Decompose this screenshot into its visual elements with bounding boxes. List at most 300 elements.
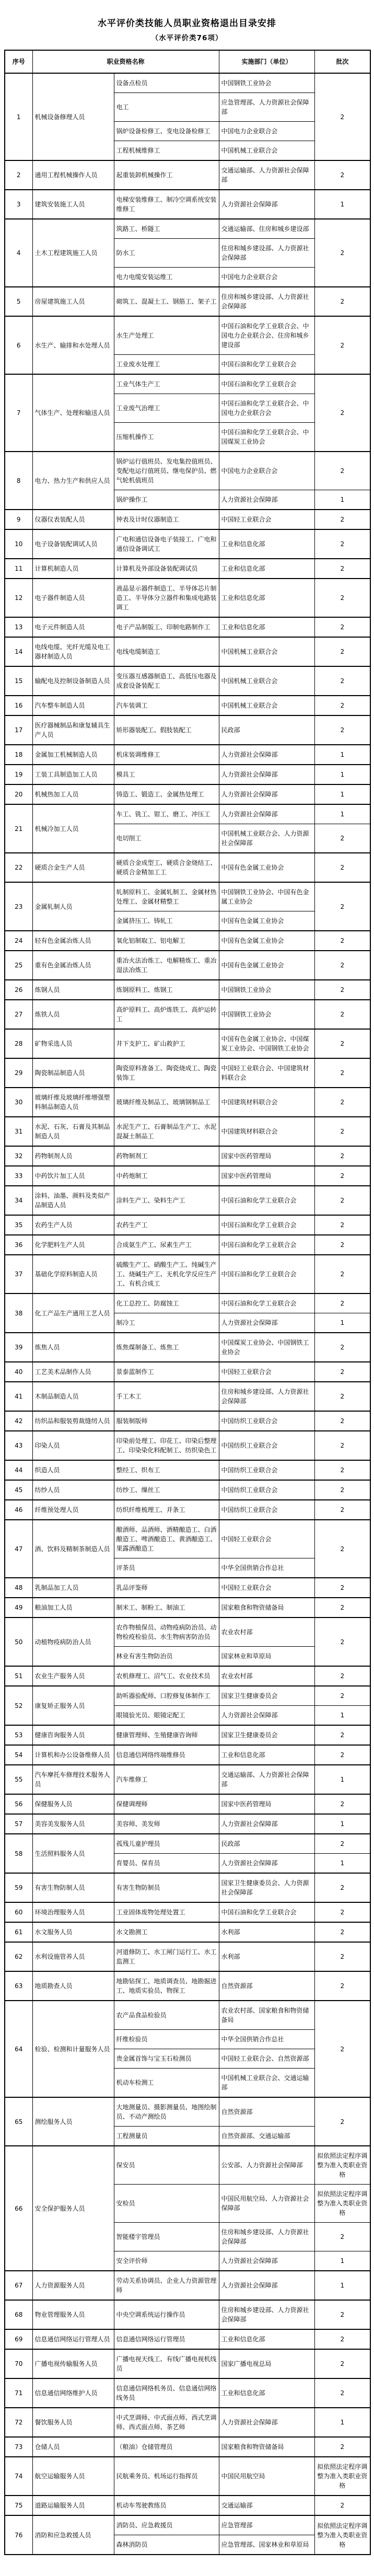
batch-cell: 1 [314, 1854, 370, 1874]
qualification-cell: 工业废气治理工 [114, 394, 219, 423]
batch-cell: 2 [314, 2001, 370, 2097]
department-cell: 交通运输部、人力资源社会保障部 [219, 160, 314, 190]
department-cell: 中国建筑材料联合会 [219, 1117, 314, 1146]
index-cell: 34 [5, 1186, 32, 1215]
category-cell: 农药生产人员 [32, 1215, 114, 1235]
qualification-cell: 农药生产工 [114, 1215, 219, 1235]
batch-cell: 2 [314, 666, 370, 696]
batch-cell: 2 [314, 2378, 370, 2408]
table-row [5, 1029, 370, 1058]
category-cell: 保健服务人员 [32, 1794, 114, 1814]
header-qualification-name: 职业资格名称 [32, 50, 219, 73]
category-cell: 餐饮服务人员 [32, 2408, 114, 2437]
qualification-cell: 液晶显示器件制造工、半导体芯片制造工、半导体分立器件和集成电路装调工 [114, 579, 219, 617]
department-cell: 公安部、人力资源社会保障部 [219, 2146, 314, 2185]
batch-cell: 2 [314, 510, 370, 529]
department-cell: 应急管理部、国家林业和草原局 [219, 2535, 314, 2555]
batch-cell: 2 [314, 579, 370, 617]
batch-cell: 2 [314, 1922, 370, 1942]
qualification-cell: 水泥生产工、石膏制品生产工、水泥混凝土制品工 [114, 1117, 219, 1146]
index-cell: 23 [5, 882, 32, 931]
department-cell: 中国有色金属工业协会 [219, 911, 314, 931]
table-row [5, 287, 370, 316]
department-cell: 中国轻工业联合会 [219, 1578, 314, 1598]
index-cell: 11 [5, 559, 32, 579]
category-cell: 输配电及控制设备制造人员 [32, 666, 114, 696]
qualification-cell: 炼焦煤制备工、炼焦工 [114, 1333, 219, 1362]
index-cell: 31 [5, 1117, 32, 1146]
department-cell: 中华全国供销合作总社 [219, 2030, 314, 2049]
qualification-cell: 机床装调维修工 [114, 745, 219, 765]
table-row [5, 1088, 370, 1117]
category-cell: 炼焦人员 [32, 1333, 114, 1362]
category-cell: 医疗器械制品和康复辅具生产人员 [32, 715, 114, 745]
batch-cell: 2 [314, 529, 370, 559]
department-cell: 中华全国供销合作总社 [219, 1558, 314, 1578]
qualification-cell: 信息通信网络终端维修员 [114, 1745, 219, 1765]
batch-cell: 2 [314, 1618, 370, 1666]
batch-cell: 1 [314, 1765, 370, 1794]
qualification-cell: 民航乘务员、机场运行指挥员 [114, 2457, 219, 2496]
qualification-cell: 硬质合金成型工、硬质合金烧结工、硬质合金精加工工 [114, 853, 219, 882]
category-cell: 木制品制造人员 [32, 1382, 114, 1411]
batch-cell: 2 [314, 2223, 370, 2251]
table-row [5, 1431, 370, 1460]
batch-cell: 2 [314, 1686, 370, 1706]
category-cell: 水生产、输排和水处理人员 [32, 316, 114, 374]
department-cell: 中国石油和化学工业联合会、中国电力企业联合会 [219, 394, 314, 423]
index-cell: 9 [5, 510, 32, 529]
category-cell: 水泥、石灰、石膏及其制品制造人员 [32, 1117, 114, 1146]
table-row [5, 1382, 370, 1411]
department-cell: 人力资源社会保障部 [219, 1854, 314, 1874]
index-cell: 35 [5, 1215, 32, 1235]
department-cell: 中国石油和化学工业联合会 [219, 1235, 314, 1255]
table-row [5, 1000, 370, 1029]
category-cell: 粮油加工人员 [32, 1598, 114, 1618]
table-row [5, 1480, 370, 1500]
batch-cell: 2 [314, 1029, 370, 1058]
qualification-cell: 高炉原料工、高炉炼铁工、高炉运转工 [114, 1000, 219, 1029]
department-cell: 工业和信息化部 [219, 579, 314, 617]
department-cell: 住房和城乡建设部、人力资源社会保障部 [219, 239, 314, 268]
table-row [5, 1873, 370, 1902]
qualification-cell: 涂料生产工、染料生产工 [114, 1186, 219, 1215]
department-cell: 中国石油和化学工业联合会 [219, 1186, 314, 1215]
index-cell: 43 [5, 1431, 32, 1460]
batch-cell: 拟依照法定程序调整为准入类职业资格 [314, 2515, 370, 2555]
index-cell: 51 [5, 1666, 32, 1686]
batch-cell: 1 [314, 1313, 370, 1333]
department-cell: 人力资源社会保障部 [219, 765, 314, 784]
table-row [5, 1215, 370, 1235]
qualification-cell: 锅炉操作工 [114, 490, 219, 510]
department-cell: 工业和信息化部 [219, 529, 314, 559]
department-cell: 中国机械工业联合会 [219, 637, 314, 666]
qualification-cell: 车工、铣工、钳工、磨工、冲压工 [114, 804, 219, 824]
batch-cell: 2 [314, 1000, 370, 1029]
table-row [5, 2349, 370, 2378]
department-cell: 中国纺织工业联合会 [219, 1431, 314, 1460]
table-row [5, 2097, 370, 2127]
table-row [5, 1942, 370, 1971]
qualification-cell: 纺织纤维梳理工、并条工 [114, 1500, 219, 1520]
table-row [5, 1765, 370, 1794]
category-cell: 轻有色金属冶炼人员 [32, 931, 114, 951]
table-row [5, 316, 370, 355]
category-cell: 汽车摩托车修理技术服务人员 [32, 1765, 114, 1794]
department-cell: 人力资源社会保障部 [219, 1313, 314, 1333]
department-cell: 中国钢铁工业协会 [219, 980, 314, 1000]
department-cell: 人力资源社会保障部 [219, 2251, 314, 2271]
table-body [5, 73, 370, 2555]
index-cell: 33 [5, 1166, 32, 1186]
index-cell: 7 [5, 374, 32, 452]
table-row [5, 2001, 370, 2030]
index-cell: 63 [5, 1971, 32, 2001]
batch-cell: 2 [314, 1834, 370, 1854]
batch-cell: 1 [314, 784, 370, 804]
department-cell: 中国纺织工业联合会 [219, 1480, 314, 1500]
department-cell: 自然资源部、交通运输部 [219, 2127, 314, 2146]
qualification-cell: 美容师、美发师 [114, 1814, 219, 1834]
batch-cell: 2 [314, 882, 370, 931]
category-cell: 消防和应急救援人员 [32, 2515, 114, 2555]
index-cell: 27 [5, 1000, 32, 1029]
category-cell: 机械热加工人员 [32, 784, 114, 804]
department-cell: 工业和信息化部 [219, 1745, 314, 1765]
table-row [5, 980, 370, 1000]
batch-cell: 2 [314, 853, 370, 882]
category-cell: 计算机和办公设备维修人员 [32, 1745, 114, 1765]
table-row [5, 715, 370, 745]
qualification-cell: 工业废水处理工 [114, 355, 219, 375]
category-cell: 纤维预处理人员 [32, 1500, 114, 1520]
batch-cell: 2 [314, 1117, 370, 1146]
department-cell: 住房和城乡建设部、人力资源社会保障部 [219, 2223, 314, 2251]
table-row [5, 2329, 370, 2349]
category-cell: 农业生产服务人员 [32, 1666, 114, 1686]
batch-cell: 2 [314, 637, 370, 666]
qualification-cell: 信息通信网络运行管理员 [114, 2329, 219, 2349]
category-cell: 电子设备装配调试人员 [32, 529, 114, 559]
category-cell: 动植物疫病防治人员 [32, 1618, 114, 1666]
category-cell: 工艺美术品制作人员 [32, 1362, 114, 1382]
department-cell: 中国钢铁工业协会、中国有色金属工业协会 [219, 882, 314, 911]
department-cell: 中国轻工业联合会 [219, 1362, 314, 1382]
index-cell: 67 [5, 2271, 32, 2300]
department-cell: 交通运输部 [219, 2496, 314, 2515]
index-cell: 65 [5, 2097, 32, 2146]
table-row [5, 745, 370, 765]
qualification-cell: 防水工 [114, 239, 219, 268]
index-cell: 52 [5, 1686, 32, 1725]
index-cell: 16 [5, 696, 32, 715]
table-row [5, 219, 370, 239]
table-row [5, 1598, 370, 1618]
qualification-cell: 制米工、制粉工、制油工 [114, 1598, 219, 1618]
qualification-cell: 药物制剂工 [114, 1146, 219, 1166]
department-cell: 自然资源部 [219, 2097, 314, 2127]
index-cell: 21 [5, 804, 32, 853]
table-row [5, 1814, 370, 1834]
qualification-cell: 劳动关系协调员、企业人力资源管理师 [114, 2271, 219, 2300]
batch-cell: 2 [314, 1293, 370, 1313]
department-cell: 国家卫生健康委员会 [219, 1725, 314, 1745]
index-cell: 45 [5, 1480, 32, 1500]
batch-cell: 2 [314, 980, 370, 1000]
qualification-cell: 轧制原料工、金属轧制工、金属材热处理工、金属材精整工 [114, 882, 219, 911]
qualification-cell: 化工总控工、防腐蚀工 [114, 1293, 219, 1313]
category-cell: 汽车整车制造人员 [32, 696, 114, 715]
qualification-cell: 电子产品制版工、印制电路制作工 [114, 617, 219, 637]
batch-cell: 2 [314, 824, 370, 853]
index-cell: 76 [5, 2515, 32, 2555]
batch-cell: 2 [314, 2300, 370, 2329]
department-cell: 人力资源社会保障部 [219, 1814, 314, 1834]
table-row [5, 2378, 370, 2408]
qualification-cell: 中央空调系统运行操作员 [114, 2300, 219, 2329]
index-cell: 48 [5, 1578, 32, 1598]
qualification-cell: 保安员 [114, 2146, 219, 2185]
category-cell: 织造人员 [32, 1460, 114, 1480]
table-row [5, 1922, 370, 1942]
batch-cell: 2 [314, 2349, 370, 2378]
table-row [5, 1460, 370, 1480]
qualification-cell: 贵金属首饰与宝玉石检测员 [114, 2049, 219, 2069]
table-row [5, 853, 370, 882]
batch-cell: 2 [314, 1166, 370, 1186]
category-cell: 化学肥料生产人员 [32, 1235, 114, 1255]
index-cell: 17 [5, 715, 32, 745]
department-cell: 人力资源社会保障部 [219, 745, 314, 765]
department-cell: 中国钢铁工业协会 [219, 73, 314, 93]
table-row [5, 1686, 370, 1706]
qualification-cell: 金属挤压工、铸轧工 [114, 911, 219, 931]
qualification-cell: 汽车装调工 [114, 696, 219, 715]
index-cell: 66 [5, 2146, 32, 2271]
batch-cell: 1 [314, 2251, 370, 2271]
index-cell: 28 [5, 1029, 32, 1058]
qualification-cell: 锅炉运行值班员、发电集控值班员、变配电运行值班员、继电保护员、燃气轮机值班员 [114, 452, 219, 490]
department-cell: 工业和信息化部 [219, 2378, 314, 2408]
qualification-cell: 模具工 [114, 765, 219, 784]
department-cell: 中国钢铁工业协会 [219, 1000, 314, 1029]
qualification-cell: 乳品评鉴师 [114, 1578, 219, 1598]
index-cell: 54 [5, 1745, 32, 1765]
index-cell: 8 [5, 452, 32, 510]
department-cell: 中国纺织工业联合会 [219, 1411, 314, 1431]
batch-cell: 2 [314, 1480, 370, 1500]
category-cell: 物业管理服务人员 [32, 2300, 114, 2329]
qualification-cell: 设备点检员 [114, 73, 219, 93]
qualification-cell: 服装制版师 [114, 1411, 219, 1431]
index-cell: 46 [5, 1500, 32, 1520]
table-row [5, 1578, 370, 1598]
batch-cell: 1 [314, 1706, 370, 1726]
qualification-cell: 汽车维修工 [114, 1765, 219, 1794]
index-cell: 38 [5, 1293, 32, 1333]
table-row [5, 1146, 370, 1166]
category-cell: 广播电视传输服务人员 [32, 2349, 114, 2378]
table-row [5, 784, 370, 804]
department-cell: 中国轻工业联合会、中国建筑材料联合会 [219, 1058, 314, 1088]
qualification-cell: 工业气体生产工 [114, 374, 219, 394]
index-cell: 73 [5, 2437, 32, 2457]
batch-cell: 2 [314, 1942, 370, 1971]
category-cell: 硬质合金生产人员 [32, 853, 114, 882]
qualification-cell: 评茶员 [114, 1558, 219, 1578]
index-cell: 15 [5, 666, 32, 696]
index-cell: 13 [5, 617, 32, 637]
qualification-cell: 孤残儿童护理员 [114, 1834, 219, 1854]
department-cell: 人力资源社会保障部 [219, 1706, 314, 1726]
index-cell: 62 [5, 1942, 32, 1971]
category-cell: 安全保护服务人员 [32, 2146, 114, 2271]
qualification-table [4, 50, 371, 2555]
batch-cell: 2 [314, 559, 370, 579]
qualification-cell: （粮油）仓储管理员 [114, 2437, 219, 2457]
qualification-cell: 保健调理师 [114, 1794, 219, 1814]
table-row [5, 951, 370, 980]
qualification-cell: 矫形器装配工、假肢装配工 [114, 715, 219, 745]
index-cell: 49 [5, 1598, 32, 1618]
category-cell: 仓储人员 [32, 2437, 114, 2457]
department-cell: 中国石油和化学工业联合会 [219, 1215, 314, 1235]
department-cell: 中国石油和化学工业联合会 [219, 1293, 314, 1313]
department-cell: 中国石油和化学工业联合会、中国煤炭工业协会 [219, 423, 314, 452]
qualification-cell: 中药炮制工 [114, 1166, 219, 1186]
index-cell: 74 [5, 2457, 32, 2496]
table-row [5, 2515, 370, 2535]
table-row [5, 2408, 370, 2437]
department-cell: 中国石油和化学工业联合会 [219, 355, 314, 375]
category-cell: 机械冷加工人员 [32, 804, 114, 853]
category-cell: 地质勘查人员 [32, 1971, 114, 2001]
qualification-cell: 育婴员、保育员 [114, 1854, 219, 1874]
department-cell: 农业农村部、国家粮食和物资储备局 [219, 2001, 314, 2030]
category-cell: 金属加工机械制造人员 [32, 745, 114, 765]
category-cell: 信息通信网络运行管理人员 [32, 2329, 114, 2349]
category-cell: 人力资源服务人员 [32, 2271, 114, 2300]
category-cell: 化工产品生产通用工艺人员 [32, 1293, 114, 1333]
category-cell: 气体生产、处理和输送人员 [32, 374, 114, 452]
table-row [5, 2496, 370, 2515]
qualification-cell: 整经工、织布工 [114, 1460, 219, 1480]
department-cell: 国家粮食和物资储备局 [219, 2437, 314, 2457]
department-cell: 自然资源部 [219, 1971, 314, 2001]
department-cell: 中国纺织工业联合会 [219, 1500, 314, 1520]
table-row [5, 452, 370, 490]
qualification-cell: 纤维检验员 [114, 2030, 219, 2049]
batch-cell: 2 [314, 1902, 370, 1922]
qualification-cell: 机动车检测工 [114, 2069, 219, 2098]
qualification-cell: 纺纱工、缫丝工 [114, 1480, 219, 1500]
department-cell: 交通运输部、住房和城乡建设部 [219, 219, 314, 239]
batch-cell: 2 [314, 1725, 370, 1745]
batch-cell: 2 [314, 715, 370, 745]
table-row [5, 1902, 370, 1922]
table-row [5, 559, 370, 579]
category-cell: 通用工程机械操作人员 [32, 160, 114, 190]
page-subtitle: （水平评价类76项） [151, 34, 223, 42]
index-cell: 59 [5, 1873, 32, 1902]
batch-cell: 2 [314, 1215, 370, 1235]
table-row [5, 1794, 370, 1814]
category-cell: 玻璃纤维及玻璃纤维增强塑料制品制造人员 [32, 1088, 114, 1117]
index-cell: 61 [5, 1922, 32, 1942]
department-cell: 应急管理部、人力资源社会保障部 [219, 93, 314, 122]
qualification-cell: 健康管理师、生殖健康咨询师 [114, 1725, 219, 1745]
department-cell: 中国电力企业联合会 [219, 268, 314, 287]
index-cell: 25 [5, 951, 32, 980]
department-cell: 中国机械工业联合会 [219, 666, 314, 696]
qualification-cell: 起重装卸机械操作工 [114, 160, 219, 190]
index-cell: 75 [5, 2496, 32, 2515]
batch-cell: 2 [314, 951, 370, 980]
category-cell: 水利设施管养人员 [32, 1942, 114, 1971]
department-cell: 农业农村部 [219, 1666, 314, 1686]
table-row [5, 2457, 370, 2496]
category-cell: 检验、检测和计量服务人员 [32, 2001, 114, 2097]
department-cell: 中国煤炭工业协会、中国钢铁工业协会 [219, 1333, 314, 1362]
department-cell: 人力资源社会保障部 [219, 804, 314, 824]
qualification-cell: 制冷工 [114, 1313, 219, 1333]
department-cell: 住房和城乡建设部、人力资源社会保障部 [219, 2300, 314, 2329]
qualification-cell: 农作物植保员、动物疫病防治员、动物检疫检验员、水生物病害防治员 [114, 1618, 219, 1647]
table-row [5, 1725, 370, 1745]
batch-cell: 2 [314, 1235, 370, 1255]
table-row [5, 2146, 370, 2185]
table-row [5, 1362, 370, 1382]
department-cell: 人力资源社会保障部 [219, 190, 314, 219]
department-cell: 国家中医药管理局 [219, 1166, 314, 1186]
batch-cell: 2 [314, 1745, 370, 1765]
table-row [5, 1186, 370, 1215]
qualification-cell: 锅炉设备检修工、变电设备检修工 [114, 122, 219, 141]
batch-cell: 2 [314, 2437, 370, 2457]
category-cell: 陶瓷制品制造人员 [32, 1058, 114, 1088]
batch-cell: 1 [314, 745, 370, 765]
batch-cell: 2 [314, 2496, 370, 2515]
index-cell: 64 [5, 2001, 32, 2097]
qualification-cell: 智能楼宇管理员 [114, 2223, 219, 2251]
category-cell: 机械设备修理人员 [32, 73, 114, 160]
department-cell: 民政部 [219, 1834, 314, 1854]
category-cell: 纺纱人员 [32, 1480, 114, 1500]
category-cell: 工装工具制造加工人员 [32, 765, 114, 784]
index-cell: 53 [5, 1725, 32, 1745]
index-cell: 57 [5, 1814, 32, 1834]
table-row [5, 1666, 370, 1686]
qualification-cell: 助听器验配师、口腔修复体制作工 [114, 1686, 219, 1706]
index-cell: 39 [5, 1333, 32, 1362]
index-cell: 26 [5, 980, 32, 1000]
table-row [5, 160, 370, 190]
table-row [5, 617, 370, 637]
department-cell: 中国轻工业联合会、自然资源部 [219, 2049, 314, 2069]
index-cell: 19 [5, 765, 32, 784]
batch-cell: 2 [314, 1382, 370, 1411]
batch-cell: 2 [314, 316, 370, 374]
batch-cell: 1 [314, 1814, 370, 1834]
batch-cell: 2 [314, 617, 370, 637]
batch-cell: 2 [314, 1500, 370, 1520]
department-cell: 中国有色金属工业协会 [219, 931, 314, 951]
table-row [5, 579, 370, 617]
qualification-cell: 广电和通信设备电子装接工、广电和通信设备调试工 [114, 529, 219, 559]
qualification-cell: 玻璃纤维及制品工、玻璃钢制品工 [114, 1088, 219, 1117]
